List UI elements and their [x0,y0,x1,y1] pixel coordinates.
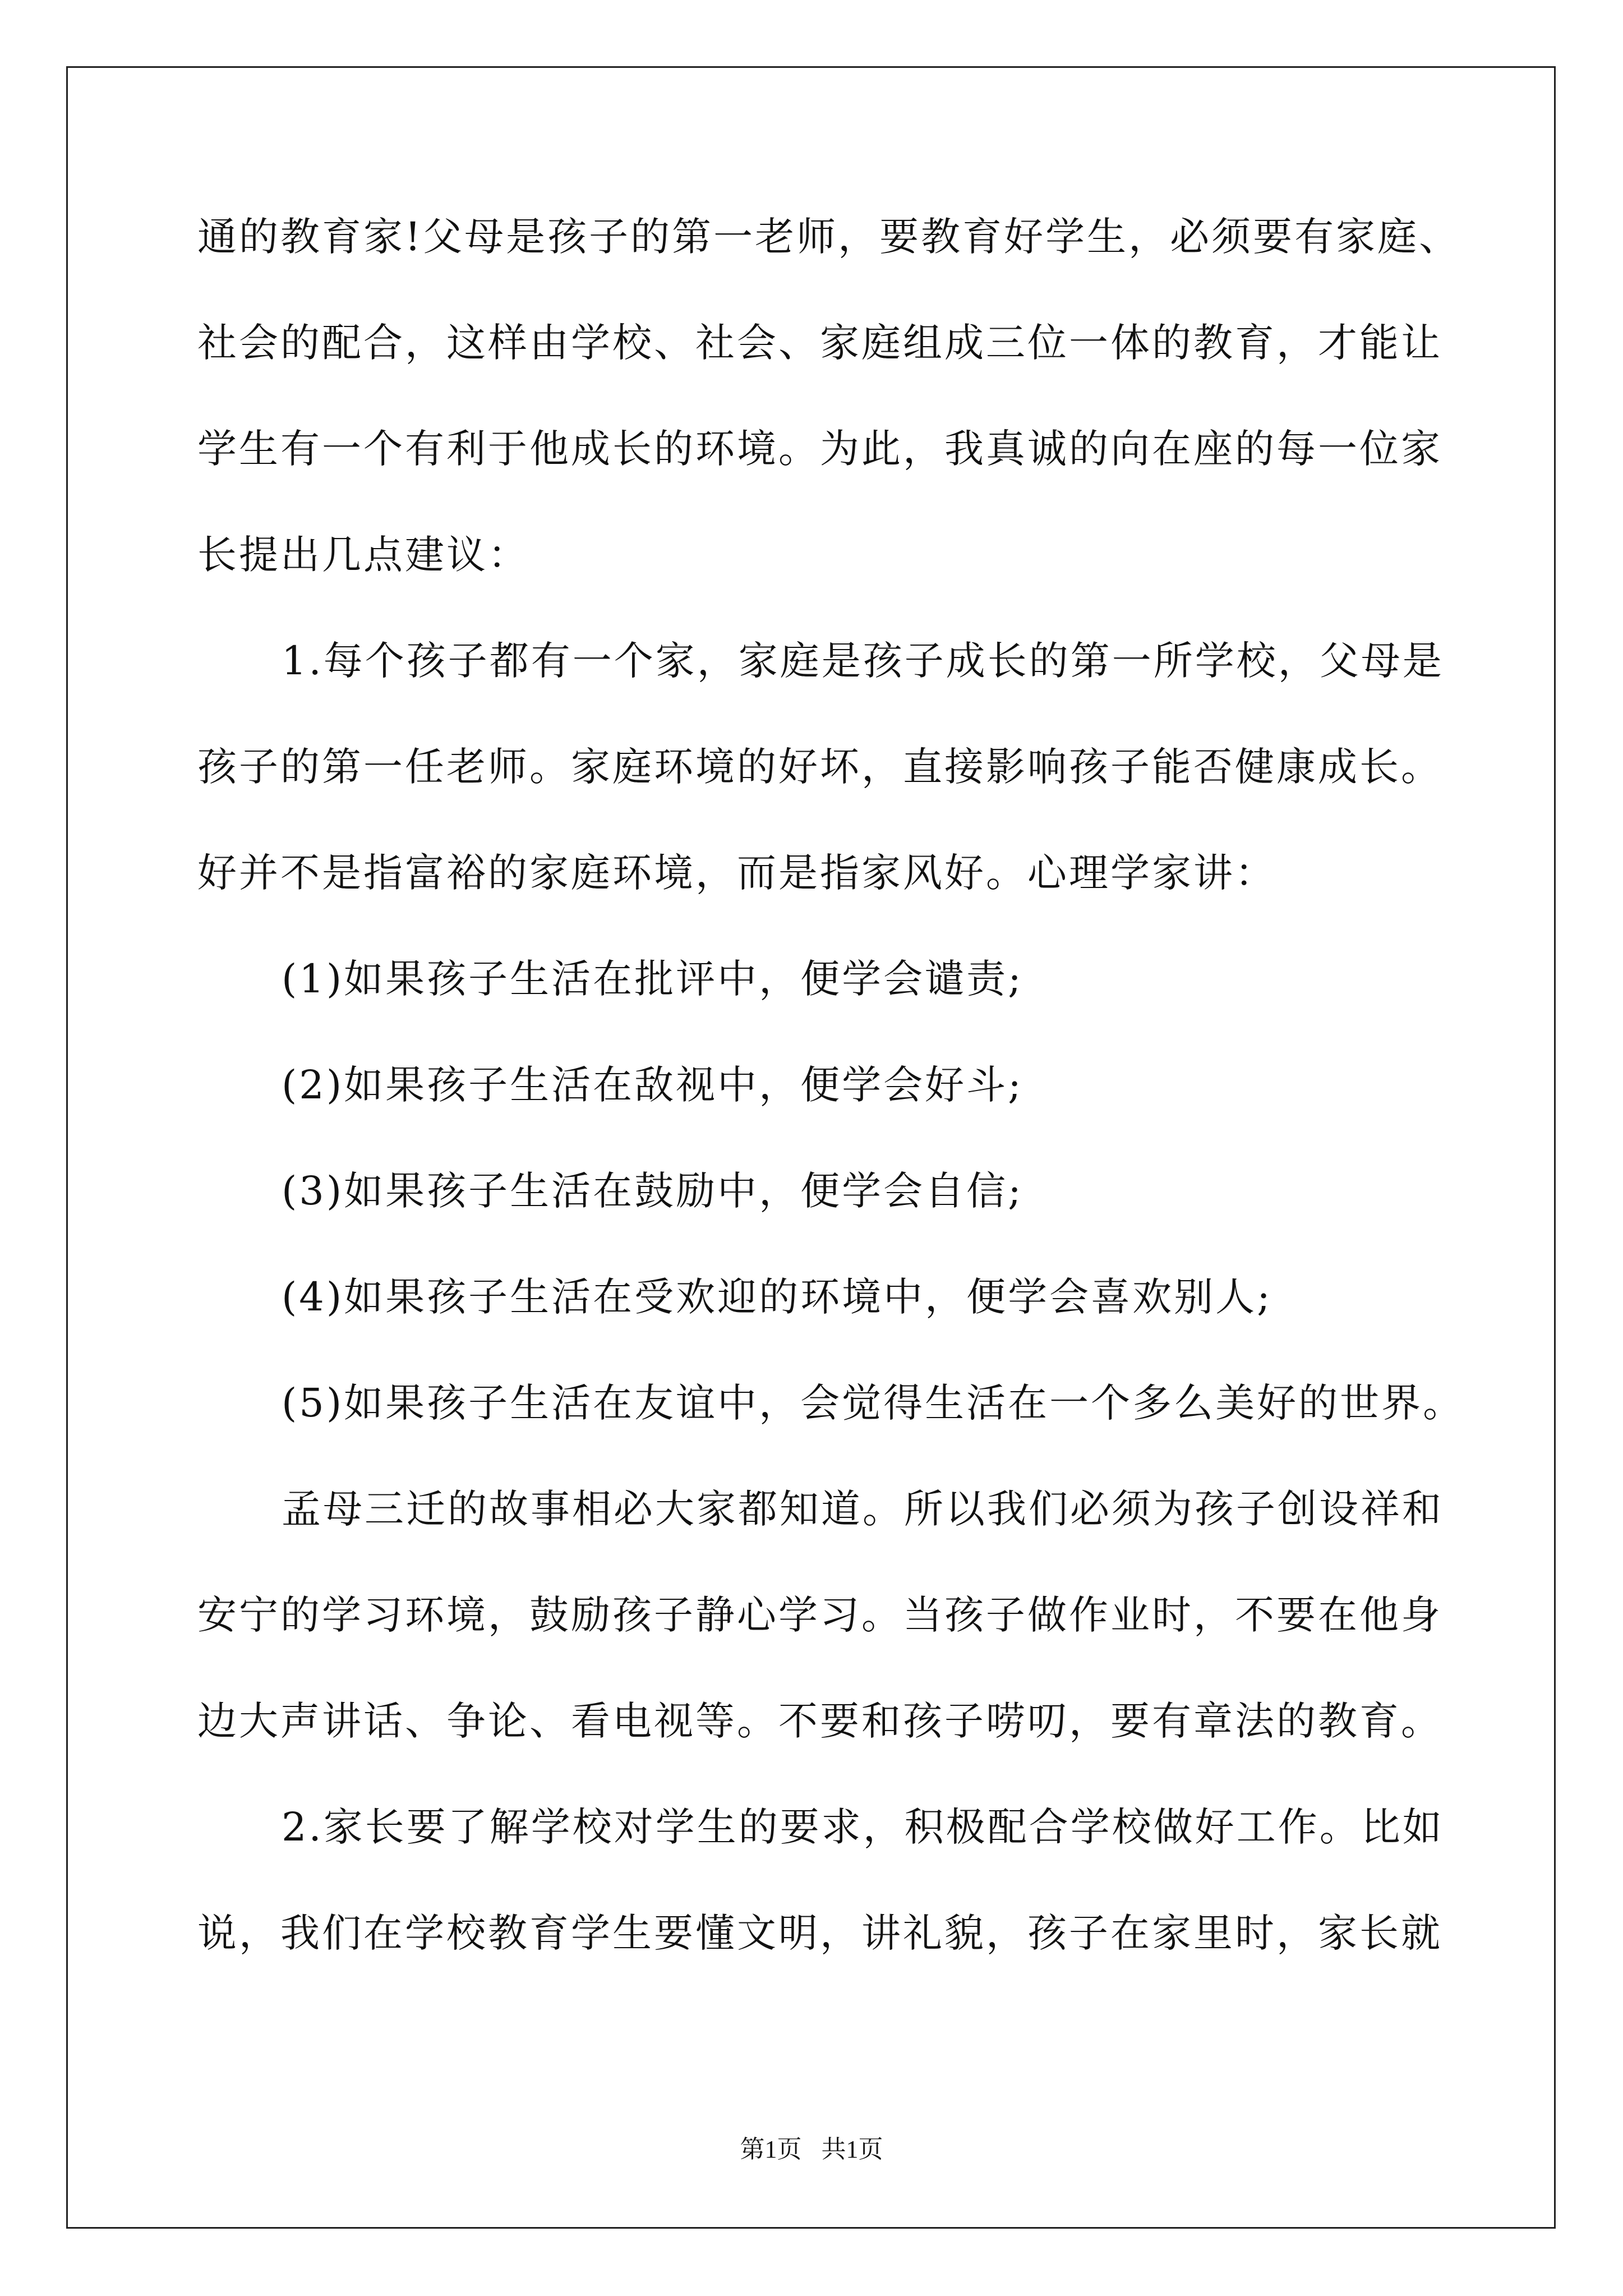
text-line: (3)如果孩子生活在鼓励中，便学会自信; [282,1168,1023,1214]
page-total: 共1页 [821,2136,883,2163]
text-line: 1.每个孩子都有一个家，家庭是孩子成长的第一所学校，父母是 [282,638,1444,684]
text-line: 长提出几点建议： [197,532,529,578]
text-line: 孩子的第一任老师。家庭环境的好坏，直接影响孩子能否健康成长。 [197,744,1442,790]
text-line: 边大声讲话、争论、看电视等。不要和孩子唠叨，要有章法的教育。 [197,1698,1442,1744]
page-footer [0,2129,1623,2165]
text-line: 2.家长要了解学校对学生的要求，积极配合学校做好工作。比如 [282,1804,1444,1850]
page-number: 第1页 [740,2136,802,2163]
text-line: 安宁的学习环境，鼓励孩子静心学习。当孩子做作业时，不要在他身 [197,1592,1442,1638]
text-line: 好并不是指富裕的家庭环境，而是指家风好。心理学家讲： [197,850,1276,896]
text-line: 通的教育家!父母是孩子的第一老师，要教育好学生，必须要有家庭、 [197,214,1461,260]
text-line: (4)如果孩子生活在受欢迎的环境中，便学会喜欢别人; [282,1274,1272,1320]
document-body [197,209,1465,2011]
text-line: (1)如果孩子生活在批评中，便学会谴责; [282,956,1023,1002]
text-line: 孟母三迁的故事相必大家都知道。所以我们必须为孩子创设祥和 [282,1486,1444,1532]
text-line: (5)如果孩子生活在友谊中，会觉得生活在一个多么美好的世界。 [282,1380,1465,1426]
text-line: 学生有一个有利于他成长的环境。为此，我真诚的向在座的每一位家 [197,426,1442,472]
text-line: 说，我们在学校教育学生要懂文明，讲礼貌，孩子在家里时，家长就 [197,1910,1442,1956]
text-line: 社会的配合，这样由学校、社会、家庭组成三位一体的教育，才能让 [197,320,1442,366]
text-line: (2)如果孩子生活在敌视中，便学会好斗; [282,1062,1023,1108]
